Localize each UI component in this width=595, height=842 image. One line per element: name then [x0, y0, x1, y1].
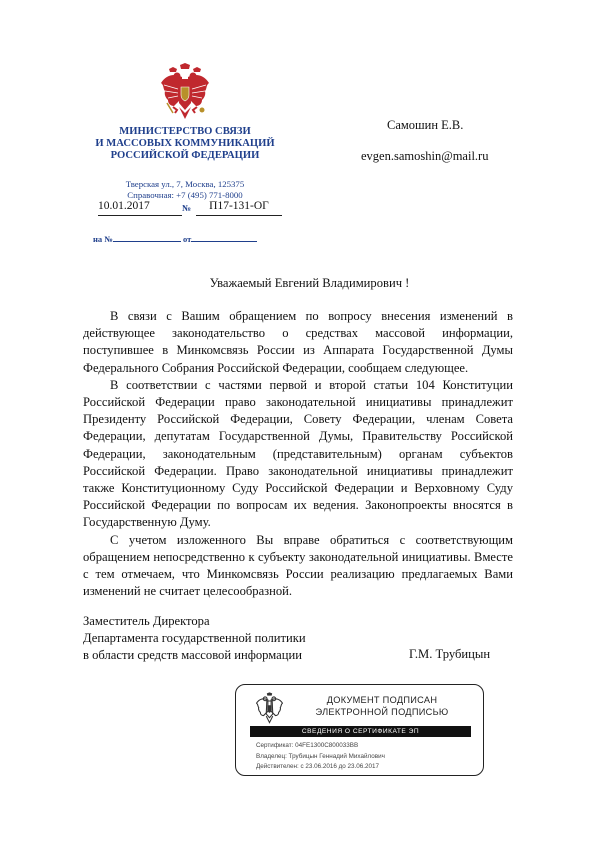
stamp-title-line: ЭЛЕКТРОННОЙ ПОДПИСЬЮ [315, 706, 449, 717]
signatory-position-line: Заместитель Директора [83, 614, 210, 628]
letter-greeting: Уважаемый Евгений Владимирович ! [209, 276, 410, 290]
stamp-coat-of-arms-icon [256, 692, 283, 724]
letter-paragraph: В связи с Вашим обращением по вопросу внесения изменений в действующее законодательство о средствах массовой информации, поступившее в Минкомсвязь России из Аппарата Государственной Думы Федерального Собрания Российской Федерации, сообщаем следующее. [83, 309, 513, 375]
stamp-certificate-line: Сертификат: 04FE1300C800033BB [256, 742, 359, 749]
stamp-certificate-bar: СВЕДЕНИЯ О СЕРТИФИКАТЕ ЭП [250, 726, 471, 737]
recipient-name: Самошин Е.В. [387, 118, 464, 132]
stamp-validity-line: Действителен: с 23.06.2016 до 23.06.2017 [256, 763, 380, 770]
ministry-phone: Справочная: +7 (495) 771-8000 [127, 189, 243, 200]
signatory-position-line: Департамента государственной политики [83, 630, 306, 645]
coat-of-arms-icon [160, 63, 210, 121]
signatory-position-line: в области средств массовой информации [83, 647, 302, 662]
ministry-contacts [60, 179, 310, 200]
reference-number-blank [113, 233, 181, 242]
ministry-address: Тверская ул., 7, Москва, 125375 [125, 179, 245, 189]
ministry-name [60, 126, 310, 163]
stamp-title [288, 695, 476, 718]
stamp-certificate-details [256, 741, 476, 773]
letter-paragraph: С учетом изложенного Вы вправе обратиться с соответствующим обращением непосредственно к субъекту законодательной инициативы. Вместе с тем отмечаем, что Минкомсвязь России реализацию предлагаемых Вами изменений не считает целесообразной. [83, 532, 513, 599]
reference-row [93, 233, 257, 244]
reference-date-blank [191, 233, 257, 242]
signatory-name: Г.М. Трубицын [409, 647, 491, 661]
letter-paragraph: В соответствии с частями первой и второй статьи 104 Конституции Российской Федерации право законодательной инициативы принадлежит Президенту Российской Федерации, Совету Федерации, членам Совета Федерации, депутатам Государственной Думы, Правительству Российской Федерации, законодательным (представительным) органам субъектов Российской Федерации. Право законодательной инициативы принадлежит также Конституционному Суду Российской Федерации и Верховному Суду Российской Федерации по вопросам их ведения. Законопроекты вносятся в Государственную Думу. [83, 377, 513, 530]
ministry-line: МИНИСТЕРСТВО СВЯЗИ [119, 126, 251, 137]
stamp-owner-line: Владелец: Трубицын Геннадий Михайлович [256, 752, 385, 760]
ministry-line: И МАССОВЫХ КОММУНИКАЦИЙ [95, 138, 275, 150]
ministry-line: РОССИЙСКОЙ ФЕДЕРАЦИИ [110, 150, 260, 162]
reference-number-label: на № [93, 234, 113, 244]
stamp-title-line: ДОКУМЕНТ ПОДПИСАН [326, 695, 438, 705]
recipient-email: evgen.samoshin@mail.ru [361, 149, 489, 163]
electronic-signature-stamp [235, 684, 484, 776]
registration-number-label: № [182, 203, 192, 213]
letter-body [83, 308, 513, 600]
signatory-position [83, 613, 306, 663]
reference-date-label: от [182, 234, 192, 244]
registration-number: П17-131-ОГ [196, 200, 282, 216]
registration-date: 10.01.2017 [98, 200, 182, 216]
